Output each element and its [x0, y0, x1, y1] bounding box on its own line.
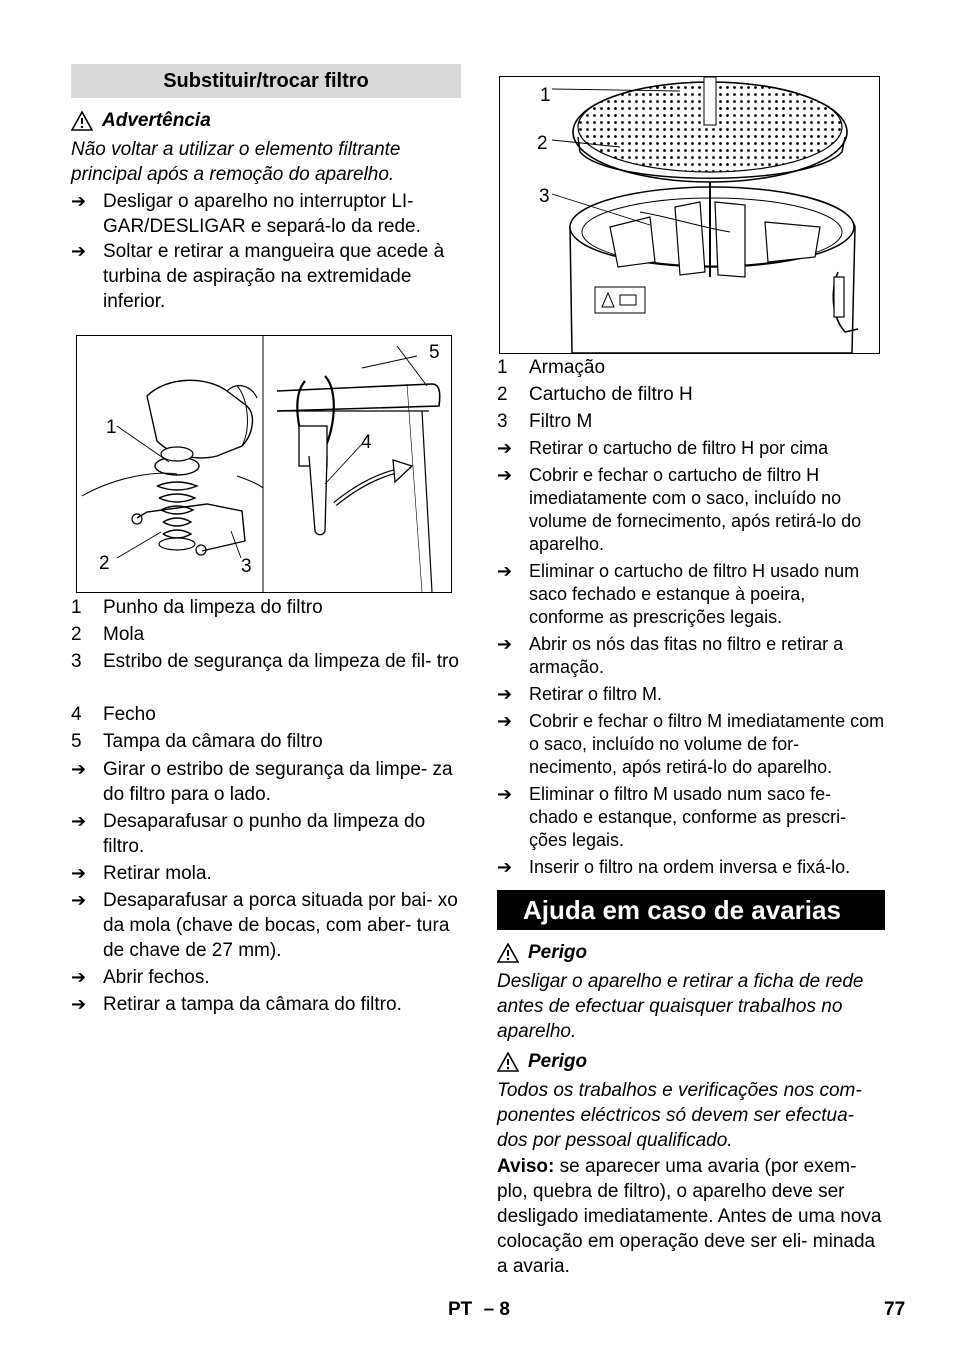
right-arrow-icon: ➔ — [497, 561, 513, 581]
filter-cartridge-illustration — [500, 77, 879, 353]
footer-page-indicator — [448, 1297, 510, 1322]
right-arrow-icon: ➔ — [71, 191, 87, 211]
right-arrow-icon: ➔ — [497, 438, 513, 458]
list-item: 3 Estribo de segurança da limpeza de fil- tro — [71, 651, 459, 672]
danger-block-2 — [497, 1049, 885, 1153]
list-item: ➔ Girar o estribo de segurança da limpe- za do filtro para o lado. — [71, 759, 453, 805]
steps-list-1 — [71, 189, 461, 314]
filter-cleaning-figure — [76, 335, 452, 593]
danger-text: Todos os trabalhos e verificações nos com- ponentes eléctricos só devem ser efectua- dos por pessoal qualificado. — [497, 1080, 862, 1151]
danger-block-1 — [497, 940, 885, 1044]
right-arrow-icon: ➔ — [497, 684, 513, 704]
steps-list-right — [497, 437, 885, 879]
list-item: ➔ Abrir fechos. — [71, 967, 210, 988]
troubleshooting-heading: Ajuda em caso de avarias — [497, 890, 885, 930]
list-item: ➔ Retirar o cartucho de filtro H por cima — [497, 438, 829, 458]
legend-list-left — [71, 595, 461, 756]
warning-text: Não voltar a utilizar o elemento filtrante principal após a remoção do aparelho. — [71, 139, 401, 185]
notice-label: Aviso: — [497, 1156, 555, 1177]
right-arrow-icon: ➔ — [497, 784, 513, 804]
list-item: ➔ Eliminar o cartucho de filtro H usado num saco fechado e estanque à poeira, conforme as prescrições legais. — [497, 561, 860, 627]
steps-list-2 — [71, 757, 461, 1017]
list-item: ➔ Soltar e retirar a mangueira que acede à turbina de aspiração na extremidade inferior. — [71, 241, 445, 312]
list-item: ➔ Desaparafusar a porca situada por bai- xo da mola (chave de bocas, com aber- tura de chave de 27 mm). — [71, 890, 458, 961]
danger-label-row — [497, 1049, 885, 1074]
figure-label-2: 2 — [99, 553, 110, 574]
notice-block — [497, 1154, 885, 1279]
figure-label-1: 1 — [540, 85, 551, 106]
list-item: ➔ Desaparafusar o punho da limpeza do filtro. — [71, 811, 426, 857]
list-item: ➔ Retirar mola. — [71, 863, 212, 884]
danger-label: Perigo — [528, 1051, 588, 1072]
filter-cleaning-illustration — [77, 336, 451, 592]
list-item: ➔ Eliminar o filtro M usado num saco fe- chado e estanque, conforme as prescri- ções legais. — [497, 784, 847, 850]
warning-label-row — [71, 108, 461, 133]
right-arrow-icon: ➔ — [71, 967, 87, 987]
danger-label-row — [497, 940, 885, 965]
warning-block — [71, 108, 461, 187]
right-arrow-icon: ➔ — [71, 994, 87, 1014]
list-item: ➔ Cobrir e fechar o cartucho de filtro H imediatamente com o saco, incluído no volume de fornecimento, após retirá-lo do aparelho. — [497, 465, 862, 554]
list-item: 5 Tampa da câmara do filtro — [71, 731, 323, 752]
figure-label-5: 5 — [429, 342, 440, 363]
filter-cartridge-figure — [499, 76, 880, 354]
right-arrow-icon: ➔ — [497, 634, 513, 654]
notice-text: se aparecer uma avaria (por exem- plo, quebra de filtro), o aparelho deve ser desligado imediatamente. Antes de uma nova colocação em operação deve ser eli- minada a avaria. — [497, 1156, 882, 1277]
right-arrow-icon: ➔ — [497, 711, 513, 731]
legend-list-right — [497, 355, 885, 436]
list-item: 3 Filtro M — [497, 411, 593, 432]
right-arrow-icon: ➔ — [71, 890, 87, 910]
footer-page-number: 77 — [884, 1299, 906, 1320]
warning-triangle-icon — [71, 111, 93, 131]
right-arrow-icon: ➔ — [71, 863, 87, 883]
list-item: 2 Cartucho de filtro H — [497, 384, 693, 405]
right-arrow-icon: ➔ — [497, 465, 513, 485]
list-item: 4 Fecho — [71, 704, 156, 725]
list-item: 1 Armação — [497, 357, 606, 378]
section-title: Substituir/trocar filtro — [71, 64, 461, 98]
list-item: ➔ Retirar a tampa da câmara do filtro. — [71, 994, 402, 1015]
footer-lang: PT — [448, 1299, 473, 1320]
right-arrow-icon: ➔ — [497, 857, 513, 877]
list-item: ➔ Inserir o filtro na ordem inversa e fixá-lo. — [497, 857, 851, 877]
figure-label-2: 2 — [537, 133, 548, 154]
list-item: 1 Punho da limpeza do filtro — [71, 597, 323, 618]
figure-label-3: 3 — [241, 556, 252, 577]
list-item: 2 Mola — [71, 624, 145, 645]
list-item: ➔ Retirar o filtro M. — [497, 684, 663, 704]
list-item: ➔ Desligar o aparelho no interruptor LI- GAR/DESLIGAR e separá-lo da rede. — [71, 191, 421, 237]
warning-triangle-icon — [497, 1052, 519, 1072]
right-arrow-icon: ➔ — [71, 241, 87, 261]
footer-local-page: – 8 — [483, 1299, 510, 1320]
danger-text: Desligar o aparelho e retirar a ficha de rede antes de efectuar quaisquer trabalhos no aparelho. — [497, 971, 864, 1042]
right-arrow-icon: ➔ — [71, 811, 87, 831]
right-arrow-icon: ➔ — [71, 759, 87, 779]
figure-label-3: 3 — [539, 186, 550, 207]
figure-label-4: 4 — [361, 432, 372, 453]
danger-label: Perigo — [528, 942, 588, 963]
figure-label-1: 1 — [106, 417, 117, 438]
warning-triangle-icon — [497, 943, 519, 963]
list-item: ➔ Abrir os nós das fitas no filtro e retirar a armação. — [497, 634, 844, 677]
warning-label: Advertência — [102, 110, 211, 131]
list-item: ➔ Cobrir e fechar o filtro M imediatamente com o saco, incluído no volume de for- necimento, após retirá-lo do aparelho. — [497, 711, 885, 777]
